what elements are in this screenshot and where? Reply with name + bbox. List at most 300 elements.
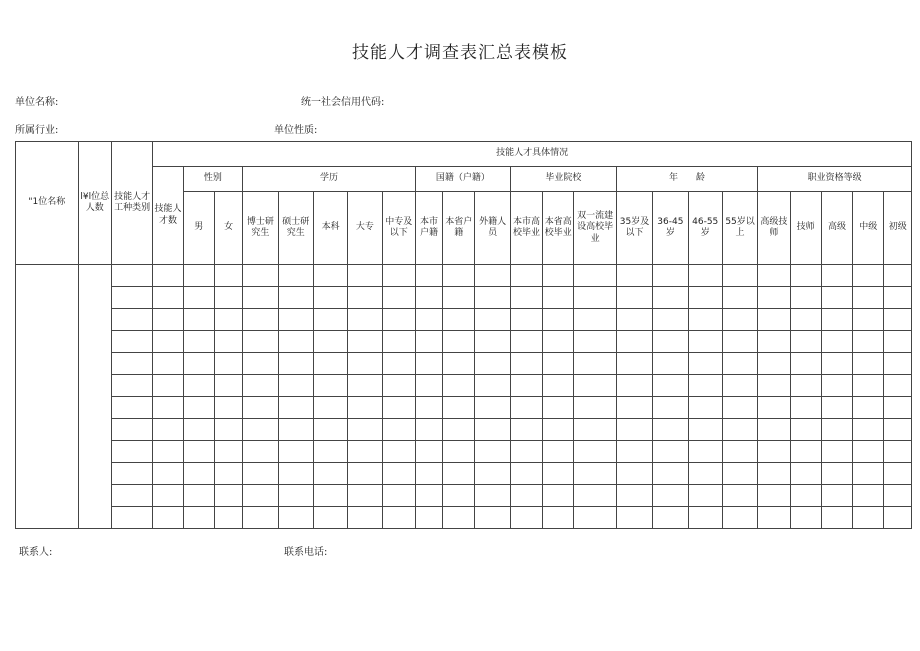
table-cell[interactable] [688,331,722,353]
table-cell[interactable] [278,507,313,529]
table-cell[interactable] [722,463,757,485]
table-cell[interactable] [415,419,442,441]
table-cell[interactable] [510,485,542,507]
table-cell[interactable] [243,507,278,529]
table-cell[interactable] [853,353,884,375]
table-cell[interactable] [884,265,912,287]
table-cell[interactable] [348,353,382,375]
table-cell[interactable] [790,353,821,375]
table-cell[interactable] [313,397,347,419]
table-cell[interactable] [722,485,757,507]
table-row [16,375,912,397]
table-cell[interactable] [243,265,278,287]
table-cell[interactable] [443,287,475,309]
table-cell[interactable] [653,265,688,287]
table-cell[interactable] [884,375,912,397]
table-cell[interactable] [111,331,152,353]
table-cell[interactable] [510,265,542,287]
table-cell[interactable] [653,375,688,397]
table-cell[interactable] [510,309,542,331]
table-cell[interactable] [688,441,722,463]
table-cell[interactable] [111,397,152,419]
table-cell[interactable] [111,463,152,485]
table-cell[interactable] [758,397,790,419]
table-cell[interactable] [821,353,852,375]
table-cell[interactable] [348,309,382,331]
table-cell[interactable] [243,463,278,485]
table-cell[interactable] [415,265,442,287]
table-cell[interactable] [543,287,574,309]
table-cell[interactable] [510,463,542,485]
table-cell[interactable] [475,507,510,529]
table-cell[interactable] [884,463,912,485]
table-cell[interactable] [443,507,475,529]
table-cell[interactable] [183,353,214,375]
table-cell[interactable] [278,441,313,463]
table-cell[interactable] [183,309,214,331]
table-cell[interactable] [653,397,688,419]
table-cell[interactable] [616,309,652,331]
table-cell[interactable] [313,485,347,507]
table-cell[interactable] [243,419,278,441]
table-cell[interactable] [382,419,415,441]
table-cell[interactable] [543,441,574,463]
table-cell[interactable] [821,309,852,331]
table-cell[interactable] [722,375,757,397]
table-cell[interactable] [574,309,616,331]
table-cell[interactable] [313,463,347,485]
sub-age-36-45: 36-45岁 [653,192,688,265]
table-cell[interactable] [111,485,152,507]
table-cell[interactable] [153,331,183,353]
table-cell[interactable] [415,507,442,529]
table-cell[interactable] [153,287,183,309]
table-cell[interactable] [475,463,510,485]
table-cell[interactable] [313,419,347,441]
table-row [16,397,912,419]
table-cell[interactable] [153,397,183,419]
table-cell[interactable] [183,485,214,507]
table-cell[interactable] [853,309,884,331]
table-cell[interactable] [884,507,912,529]
table-cell[interactable] [348,485,382,507]
table-cell[interactable] [278,485,313,507]
table-cell[interactable] [722,397,757,419]
table-cell[interactable] [153,419,183,441]
table-cell[interactable] [616,485,652,507]
table-cell[interactable] [884,353,912,375]
table-cell[interactable] [653,309,688,331]
table-cell[interactable] [475,485,510,507]
table-cell[interactable] [616,375,652,397]
table-cell[interactable] [382,485,415,507]
table-cell[interactable] [616,463,652,485]
table-cell[interactable] [758,353,790,375]
table-cell[interactable] [758,441,790,463]
table-cell[interactable] [475,287,510,309]
table-cell[interactable] [475,419,510,441]
table-cell[interactable] [616,265,652,287]
table-cell[interactable] [758,309,790,331]
table-cell[interactable] [243,309,278,331]
table-cell[interactable] [214,375,242,397]
table-cell[interactable] [543,485,574,507]
table-cell[interactable] [722,441,757,463]
table-cell[interactable] [853,441,884,463]
table-cell[interactable] [574,265,616,287]
table-cell[interactable] [543,375,574,397]
table-cell[interactable] [790,397,821,419]
table-cell[interactable] [111,507,152,529]
table-cell[interactable] [348,507,382,529]
table-cell[interactable] [475,331,510,353]
table-cell[interactable] [382,309,415,331]
table-cell[interactable] [510,441,542,463]
table-cell[interactable] [475,375,510,397]
table-cell[interactable] [688,309,722,331]
table-row [16,485,912,507]
table-cell[interactable] [415,463,442,485]
table-cell[interactable] [415,375,442,397]
sub-age-35-below: 35岁及以下 [616,192,652,265]
table-cell[interactable] [884,287,912,309]
table-cell[interactable] [758,331,790,353]
table-cell[interactable] [278,265,313,287]
table-cell[interactable] [884,397,912,419]
table-cell[interactable] [313,287,347,309]
table-cell[interactable] [790,265,821,287]
table-cell[interactable] [616,287,652,309]
table-cell[interactable] [443,419,475,441]
table-cell[interactable] [348,265,382,287]
table-cell[interactable] [183,419,214,441]
table-cell[interactable] [313,353,347,375]
group-education: 学历 [243,167,416,192]
table-cell[interactable] [758,485,790,507]
table-cell[interactable] [183,375,214,397]
table-cell[interactable] [853,397,884,419]
table-cell[interactable] [475,353,510,375]
table-cell[interactable] [243,287,278,309]
table-cell[interactable] [574,463,616,485]
table-cell[interactable] [790,375,821,397]
table-cell[interactable] [821,331,852,353]
table-cell[interactable] [758,265,790,287]
table-cell[interactable] [153,265,183,287]
table-cell[interactable] [183,287,214,309]
table-cell[interactable] [510,375,542,397]
table-cell[interactable] [443,397,475,419]
table-cell[interactable] [243,375,278,397]
table-cell[interactable] [574,331,616,353]
table-cell[interactable] [790,419,821,441]
table-cell[interactable] [543,265,574,287]
table-cell[interactable] [688,507,722,529]
table-cell[interactable] [853,419,884,441]
table-cell[interactable] [415,397,442,419]
table-cell[interactable] [183,507,214,529]
table-cell[interactable] [821,287,852,309]
table-cell[interactable] [653,485,688,507]
table-cell[interactable] [313,309,347,331]
table-cell[interactable] [111,441,152,463]
table-cell[interactable] [853,331,884,353]
table-cell[interactable] [853,375,884,397]
table-cell[interactable] [688,375,722,397]
table-cell[interactable] [722,309,757,331]
table-cell[interactable] [382,265,415,287]
table-cell[interactable] [790,507,821,529]
table-cell[interactable] [790,485,821,507]
table-cell[interactable] [821,375,852,397]
table-cell[interactable] [243,353,278,375]
table-cell[interactable] [153,353,183,375]
table-cell[interactable] [313,265,347,287]
table-cell[interactable] [214,507,242,529]
table-cell[interactable] [382,375,415,397]
table-cell[interactable] [758,507,790,529]
table-cell[interactable] [510,419,542,441]
table-cell[interactable] [415,353,442,375]
table-cell[interactable] [111,353,152,375]
table-cell[interactable] [278,353,313,375]
table-cell[interactable] [214,287,242,309]
unit-name-cell[interactable] [16,265,79,529]
table-cell[interactable] [415,287,442,309]
table-cell[interactable] [653,507,688,529]
table-cell[interactable] [382,397,415,419]
table-cell[interactable] [382,353,415,375]
table-cell[interactable] [313,441,347,463]
table-cell[interactable] [443,463,475,485]
table-cell[interactable] [688,485,722,507]
table-cell[interactable] [278,331,313,353]
table-cell[interactable] [415,331,442,353]
table-cell[interactable] [153,375,183,397]
table-cell[interactable] [278,375,313,397]
table-cell[interactable] [415,485,442,507]
table-cell[interactable] [884,419,912,441]
table-cell[interactable] [543,463,574,485]
table-cell[interactable] [183,441,214,463]
table-cell[interactable] [653,419,688,441]
table-cell[interactable] [758,375,790,397]
table-cell[interactable] [790,463,821,485]
table-cell[interactable] [853,463,884,485]
table-cell[interactable] [153,309,183,331]
table-cell[interactable] [884,441,912,463]
table-cell[interactable] [688,265,722,287]
table-cell[interactable] [510,507,542,529]
table-cell[interactable] [183,463,214,485]
table-cell[interactable] [821,463,852,485]
table-cell[interactable] [790,331,821,353]
table-cell[interactable] [688,287,722,309]
table-cell[interactable] [722,287,757,309]
table-cell[interactable] [653,441,688,463]
table-cell[interactable] [722,507,757,529]
table-cell[interactable] [348,419,382,441]
table-cell[interactable] [348,287,382,309]
table-cell[interactable] [722,419,757,441]
table-cell[interactable] [278,463,313,485]
table-cell[interactable] [214,309,242,331]
table-cell[interactable] [348,331,382,353]
table-cell[interactable] [443,265,475,287]
table-cell[interactable] [653,463,688,485]
table-cell[interactable] [722,331,757,353]
table-cell[interactable] [278,309,313,331]
table-cell[interactable] [510,353,542,375]
table-cell[interactable] [790,441,821,463]
table-cell[interactable] [616,353,652,375]
table-cell[interactable] [153,463,183,485]
table-cell[interactable] [443,309,475,331]
table-cell[interactable] [475,265,510,287]
table-cell[interactable] [183,397,214,419]
table-cell[interactable] [214,485,242,507]
table-cell[interactable] [278,419,313,441]
table-cell[interactable] [653,353,688,375]
table-cell[interactable] [443,331,475,353]
table-cell[interactable] [543,353,574,375]
table-cell[interactable] [543,419,574,441]
table-cell[interactable] [821,397,852,419]
table-cell[interactable] [313,331,347,353]
table-cell[interactable] [183,265,214,287]
table-cell[interactable] [475,309,510,331]
table-cell[interactable] [616,441,652,463]
table-cell[interactable] [348,441,382,463]
table-cell[interactable] [821,441,852,463]
table-cell[interactable] [111,265,152,287]
table-cell[interactable] [821,507,852,529]
table-cell[interactable] [382,331,415,353]
table-cell[interactable] [382,507,415,529]
table-cell[interactable] [443,441,475,463]
table-cell[interactable] [821,419,852,441]
table-cell[interactable] [214,265,242,287]
table-cell[interactable] [214,397,242,419]
table-cell[interactable] [853,485,884,507]
table-cell[interactable] [111,375,152,397]
table-row [16,419,912,441]
table-cell[interactable] [688,463,722,485]
table-cell[interactable] [243,397,278,419]
table-cell[interactable] [653,331,688,353]
table-cell[interactable] [348,375,382,397]
total-count-cell[interactable] [78,265,111,529]
table-cell[interactable] [790,309,821,331]
table-cell[interactable] [510,397,542,419]
table-cell[interactable] [821,485,852,507]
table-cell[interactable] [278,287,313,309]
table-cell[interactable] [853,265,884,287]
table-cell[interactable] [214,331,242,353]
table-cell[interactable] [243,485,278,507]
table-cell[interactable] [348,463,382,485]
table-cell[interactable] [111,419,152,441]
table-cell[interactable] [214,441,242,463]
table-cell[interactable] [153,441,183,463]
table-cell[interactable] [543,309,574,331]
table-cell[interactable] [214,419,242,441]
table-cell[interactable] [758,463,790,485]
table-cell[interactable] [722,265,757,287]
table-cell[interactable] [153,485,183,507]
table-cell[interactable] [214,353,242,375]
table-cell[interactable] [616,507,652,529]
table-cell[interactable] [183,331,214,353]
table-cell[interactable] [243,331,278,353]
sub-age-46-55: 46-55岁 [688,192,722,265]
table-cell[interactable] [821,265,852,287]
table-cell[interactable] [348,397,382,419]
table-cell[interactable] [510,287,542,309]
table-cell[interactable] [853,287,884,309]
table-cell[interactable] [574,441,616,463]
table-cell[interactable] [443,353,475,375]
table-cell[interactable] [616,397,652,419]
table-cell[interactable] [111,287,152,309]
table-cell[interactable] [884,331,912,353]
table-cell[interactable] [382,287,415,309]
table-cell[interactable] [415,309,442,331]
table-cell[interactable] [543,331,574,353]
table-cell[interactable] [111,309,152,331]
table-cell[interactable] [790,287,821,309]
table-cell[interactable] [688,419,722,441]
table-cell[interactable] [574,287,616,309]
table-cell[interactable] [574,419,616,441]
table-cell[interactable] [543,507,574,529]
table-cell[interactable] [510,331,542,353]
table-cell[interactable] [574,353,616,375]
table-cell[interactable] [688,397,722,419]
table-cell[interactable] [853,507,884,529]
table-cell[interactable] [574,397,616,419]
table-cell[interactable] [153,507,183,529]
table-cell[interactable] [884,309,912,331]
table-cell[interactable] [543,397,574,419]
table-cell[interactable] [475,441,510,463]
sub-age-55-above: 55岁以上 [722,192,757,265]
table-cell[interactable] [884,485,912,507]
table-cell[interactable] [758,419,790,441]
unit-nature-label: 单位性质: [274,125,318,136]
table-cell[interactable] [688,353,722,375]
table-cell[interactable] [443,375,475,397]
table-cell[interactable] [443,485,475,507]
table-cell[interactable] [475,397,510,419]
table-cell[interactable] [278,397,313,419]
table-cell[interactable] [313,375,347,397]
table-cell[interactable] [758,287,790,309]
table-cell[interactable] [574,375,616,397]
table-cell[interactable] [722,353,757,375]
table-cell[interactable] [415,441,442,463]
table-cell[interactable] [616,331,652,353]
table-cell[interactable] [382,441,415,463]
table-cell[interactable] [214,463,242,485]
table-cell[interactable] [382,463,415,485]
table-cell[interactable] [574,485,616,507]
table-cell[interactable] [313,507,347,529]
table-cell[interactable] [616,419,652,441]
table-cell[interactable] [243,441,278,463]
table-cell[interactable] [653,287,688,309]
table-cell[interactable] [574,507,616,529]
